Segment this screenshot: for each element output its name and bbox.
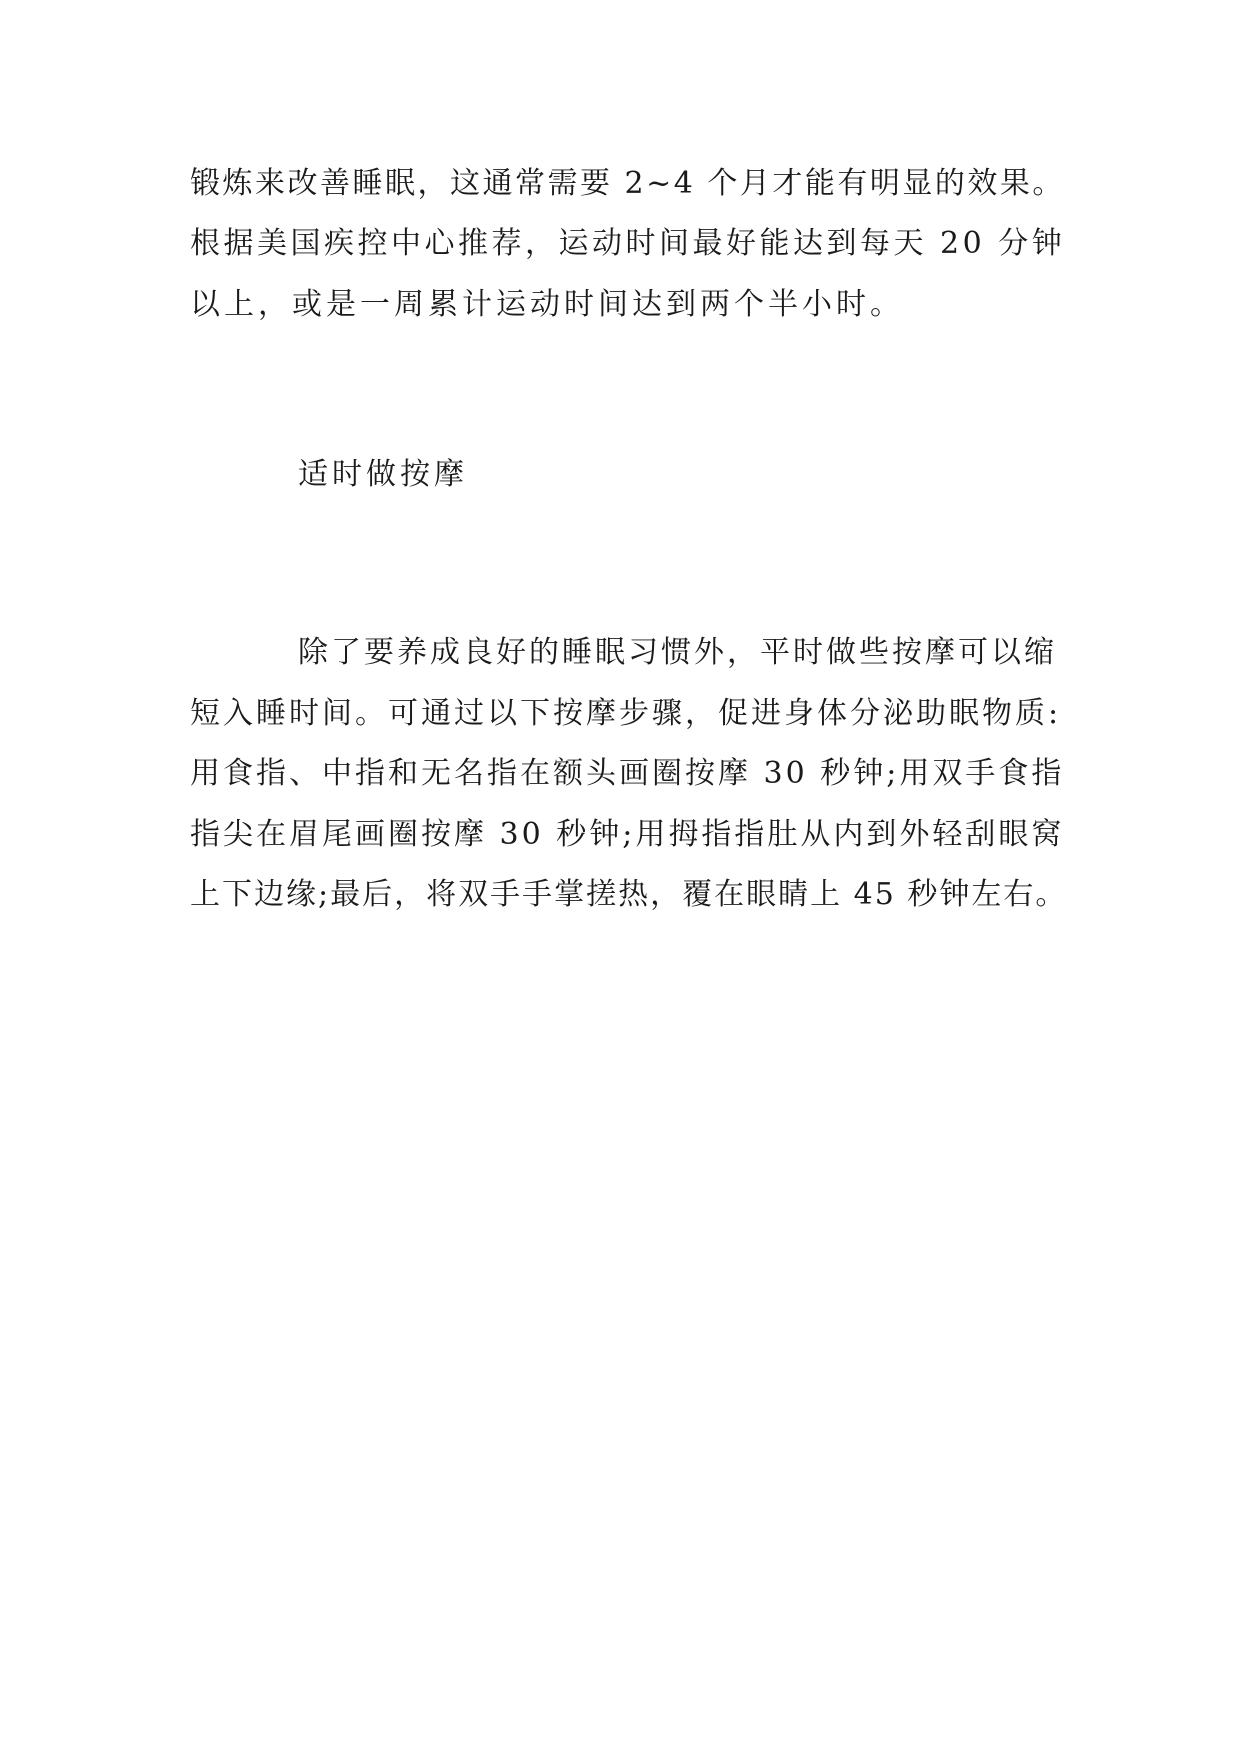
paragraph-line: 上下边缘;最后，将双手手掌搓热，覆在眼睛上 45 秒钟左右。	[190, 877, 1068, 912]
paragraph-line: 用食指、中指和无名指在额头画圈按摩 30 秒钟;用双手食指	[190, 756, 1065, 791]
paragraph-line: 以上，或是一周累计运动时间达到两个半小时。	[190, 287, 904, 322]
paragraph-line: 根据美国疾控中心推荐，运动时间最好能达到每天 20 分钟	[190, 226, 1066, 261]
paragraph-line: 锻炼来改善睡眠，这通常需要 2~4 个月才能有明显的效果。	[190, 166, 1065, 201]
paragraph-line: 除了要养成良好的睡眠习惯外，平时做些按摩可以缩	[298, 635, 1057, 670]
paragraph-line: 短入睡时间。可通过以下按摩步骤，促进身体分泌助眠物质:	[190, 696, 1062, 731]
section-heading-massage: 适时做按摩	[298, 457, 468, 492]
paragraph-line: 指尖在眉尾画圈按摩 30 秒钟;用拇指指肚从内到外轻刮眼窝	[190, 817, 1065, 852]
